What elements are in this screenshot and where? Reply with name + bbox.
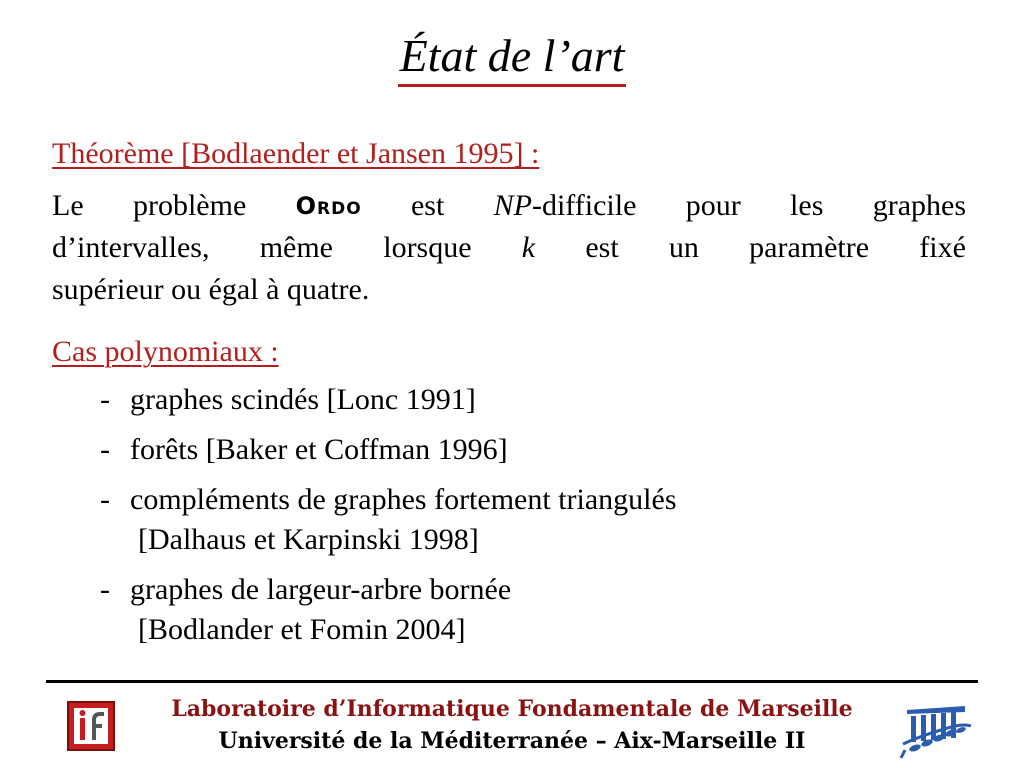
university-temple-logo-icon (895, 700, 977, 762)
theorem-line-1: Le problème Ordo est NP-difficile pour les graphes (52, 185, 966, 227)
list-item-continuation: [Bodlander et Fomin 2004] (138, 613, 466, 646)
theorem-heading: Théorème [Bodlaender et Jansen 1995] : (52, 137, 540, 170)
slide-title: État de l’art (398, 30, 627, 87)
np-symbol: NP (493, 189, 532, 222)
list-item: - forêts [Baker et Coffman 1996] (100, 433, 508, 466)
list-item: - graphes scindés [Lonc 1991] (100, 383, 476, 416)
footer-university-name: Université de la Méditerranée – Aix-Marseille II (218, 728, 806, 754)
k-variable: k (521, 231, 536, 264)
theorem-statement (52, 185, 966, 311)
footer-divider (46, 680, 978, 683)
footer-lab-name: Laboratoire d’Informatique Fondamentale de Marseille (171, 696, 853, 722)
polynomial-heading: Cas polynomiaux : (52, 335, 279, 368)
theorem-line-2: d’intervalles, même lorsque k est un paramètre fixé (52, 227, 966, 269)
list-item: - graphes de largeur-arbre bornée (100, 573, 512, 606)
list-item: - compléments de graphes fortement triangulés (100, 483, 677, 516)
problem-name: Ordo (295, 192, 362, 220)
list-item-continuation: [Dalhaus et Karpinski 1998] (138, 523, 479, 556)
theorem-line-3: supérieur ou égal à quatre. (52, 273, 370, 306)
